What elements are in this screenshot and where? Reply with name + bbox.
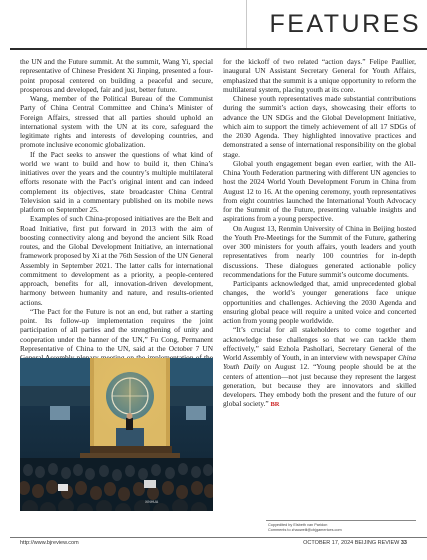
page-number: 33 [400,540,407,546]
body-paragraph: Global youth engagement began even earlier, with the All-China Youth Federation partnering with different UN agencies to host the 2024 World Youth Development Forum in China from August 12 to 16. At the opening ceremony, youth representatives from eight countries launched the International Youth Advocacy for the Summit of the Future, presenting valuable insights and aspirations from a young perspective. [223,158,416,224]
body-paragraph: On August 13, Renmin University of China in Beijing hosted the Youth Pre-Meetings for the Summit of the Future, gathering over 300 ministers for youth affairs, youth leaders and youth representatives from nearly 100 countries for in-depth discussions. These dialogues generated actionable policy recommendations for the Future summit’s outcome documents. [223,223,416,279]
final-paragraph [223,325,416,409]
copyright-rule [266,520,416,521]
body-paragraph: Participants acknowledged that, amid unprecedented global changes, the world’s younger generations face unique opportunities and challenges. Achieving the 2030 Agenda and ensuring global peace will require a united voice and concerted action from young people worldwide. [223,279,416,325]
br-signature: BR [270,401,280,409]
final-paragraph-text-end: on August 12. “Young people should be at the centers of attention—not just because they represent the largest generation, but because they are innovators and skilled developers. They embody both the present and the future of our global society.” [223,362,416,409]
assembly-hall-illustration [20,358,213,511]
un-general-assembly-photo [20,358,213,511]
section-header [246,0,427,48]
header-rule [10,48,427,50]
section-label: FEATURES [269,9,421,38]
body-paragraph: for the kickoff of two related “action days.” Felipe Paullier, inaugural UN Assistant Secretary General for Youth Affairs, emphasized that the summit is a unique opportunity to reform the multilateral system, placing youth at its core. [223,57,416,94]
newspaper-name: China Youth Daily [223,353,416,372]
body-paragraph: the UN and the Future summit. At the summit, Wang Yi, special representative of Chinese President Xi Jinping, presented a four-point proposal centered on building a peaceful and secure, prosperous and developed, fair and just, better future. [20,57,213,94]
photo-credit: XINHUA [145,500,159,504]
body-paragraph: Wang, member of the Political Bureau of the Communist Party of China Central Committee and China’s Minister of Foreign Affairs, stressed that all parties should uphold an international system with the UN at its core, safeguard the legitimate rights and interests of developing countries, and promote inclusive economic globalization. [20,94,213,150]
body-paragraph: Examples of such China-proposed initiatives are the Belt and Road Initiative, first put forward in 2013 with the aim of boosting connectivity along and beyond the ancient Silk Road routes, and the Global Development Initiative, an international framework proposed by Xi at the 76th Session of the UN General Assembly in September 2021. The latter calls for international commitment to development as a priority, a people-centered approach, benefits for all, innovation-driven development, harmony between humanity and nature, and results-oriented actions. [20,214,213,307]
footer-rule [10,537,427,538]
footer-url: http://www.bjreview.com [20,540,79,546]
footer-date: OCTOBER 17, 2024 BEIJING REVIEW [303,540,400,546]
footer-info [303,540,407,546]
body-paragraph: Chinese youth representatives made substantial contributions during the summit’s action days, showcasing their efforts to advance the UN SDGs and the Global Development Initiative, which aim to support the timely achievement of all 17 SDGs of the 2030 Agenda. They highlighted innovative practices and demonstrated a sense of international responsibility on the global stage. [223,94,416,159]
right-column [223,57,416,410]
comments-contact: Comments to zhaoweili@cbjgamerices.com [268,528,342,532]
body-paragraph: If the Pact seeks to answer the questions of what kind of world we want to build and how to build it, then China’s initiatives over the years and the country’s multiple multilateral efforts resonate with the Pact’s original intent and can indeed complement its objectives, state broadcaster China Central Television said in a commentary published on its mobile news platform on September 25. [20,149,213,214]
final-paragraph-text: “It’s crucial for all stakeholders to come together and acknowledge these challenges so that we can tackle them effectively,” said Ezhola Pashollari, Secretary General of the World Assembly of Youth, in an interview with newspaper [223,325,416,362]
body-paragraph: “The Pact for the Future is not an end, but rather a starting point. Its follow-up implementation requires the joint participation of all parties and the strengthening of unity and cooperation under the banner of the UN,” Fu Cong, Permanent Representative of China to the UN, said at the October 7 UN [20,306,213,353]
copyeditor-credit: Copyedited by Elsbeth van Paridon [268,523,328,527]
